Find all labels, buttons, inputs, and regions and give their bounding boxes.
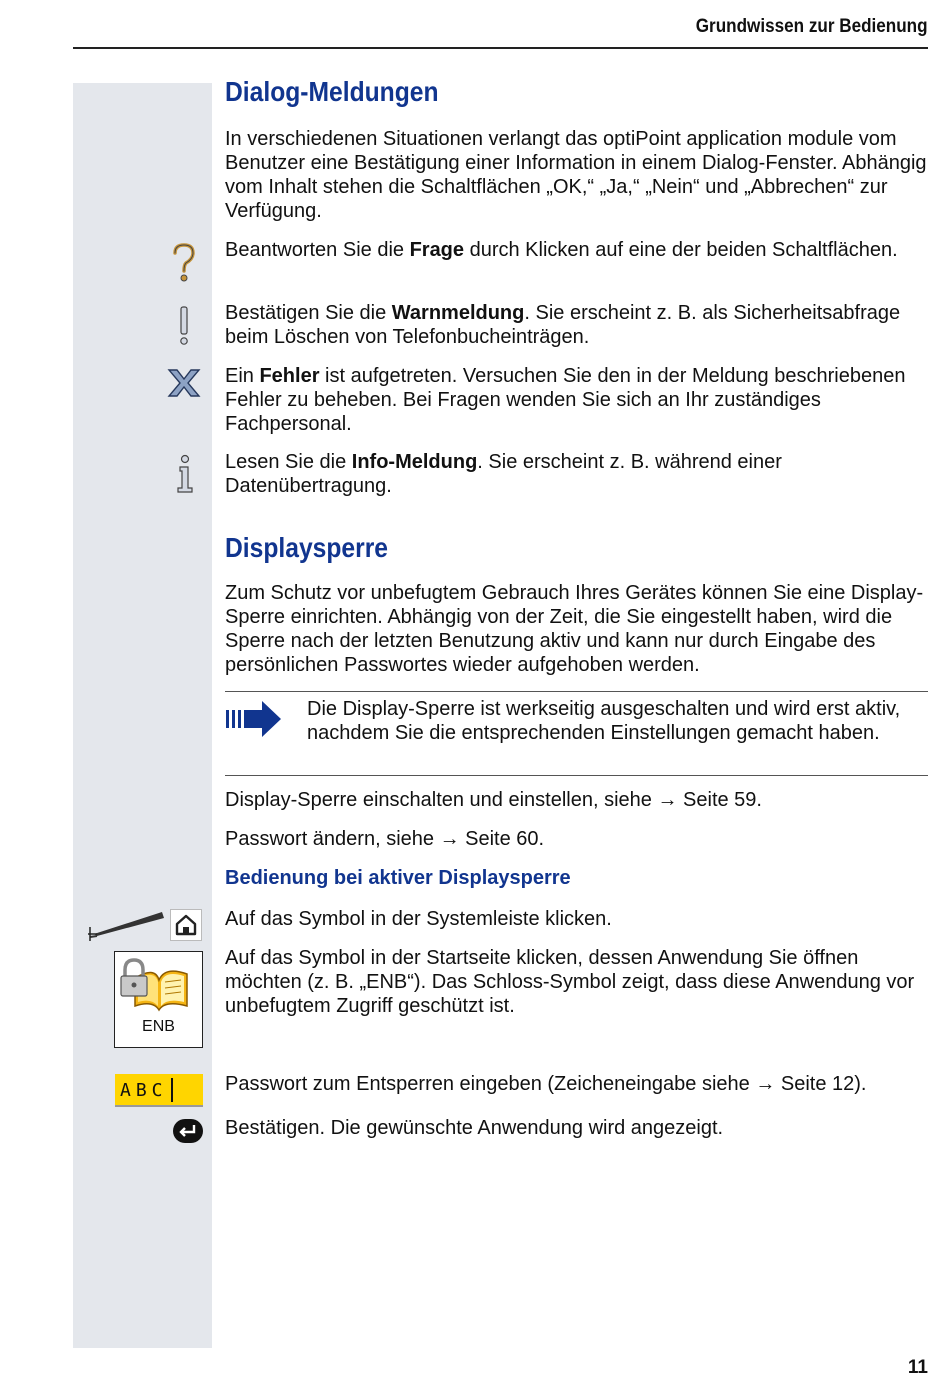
section-title-displaysperre: Displaysperre bbox=[225, 532, 388, 563]
error-x-icon bbox=[167, 368, 201, 403]
header-title: Grundwissen zur Bedienung bbox=[696, 16, 928, 37]
page-link[interactable]: Seite 12). bbox=[775, 1073, 867, 1095]
stylus-icon bbox=[88, 908, 168, 947]
dialog-item-fehler: Ein Fehler ist aufgetreten. Versuchen Sie den in der Meldung beschriebenen Fehler zu beheben. Bei Fragen wenden Sie sich an Ihr zuständiges Fachpersonal. bbox=[225, 365, 906, 435]
section-title-dialog: Dialog-Meldungen bbox=[225, 76, 439, 107]
page-link[interactable]: Seite 60. bbox=[459, 828, 545, 850]
home-icon[interactable] bbox=[170, 909, 202, 941]
note-arrow-icon bbox=[226, 701, 282, 742]
reference-arrow-icon: → bbox=[657, 789, 678, 811]
reference-enable-lock: Display-Sperre einschalten und einstellen, siehe → Seite 59. bbox=[225, 789, 762, 811]
step-enter-password: Passwort zum Entsperren eingeben (Zeicheneingabe siehe → Seite 12). bbox=[225, 1073, 867, 1095]
reference-arrow-icon: → bbox=[439, 828, 460, 850]
page-link[interactable]: Seite 59. bbox=[677, 789, 762, 811]
note-text: Die Display-Sperre ist werkseitig ausgeschalten und wird erst aktiv, nachdem Sie die entsprechenden Einstellungen gemacht haben. bbox=[307, 698, 901, 744]
note-rule-bottom bbox=[225, 775, 928, 776]
step-start-page: Auf das Symbol in der Startseite klicken, dessen Anwendung Sie öffnen möchten (z. B. „ENB“). Das Schloss-Symbol zeigt, dass diese Anwendung vor unbefugtem Zugriff geschützt ist. bbox=[225, 947, 915, 1017]
info-icon bbox=[175, 454, 195, 499]
step-system-bar: Auf das Symbol in der Systemleiste klicken. bbox=[225, 908, 612, 930]
reference-change-password: Passwort ändern, siehe → Seite 60. bbox=[225, 828, 545, 850]
question-icon bbox=[172, 243, 196, 288]
enter-key-icon[interactable] bbox=[172, 1118, 204, 1149]
exclamation-icon bbox=[176, 306, 192, 351]
reference-arrow-icon: → bbox=[755, 1073, 776, 1095]
dialog-item-frage: Beantworten Sie die Frage durch Klicken auf eine der beiden Schaltflächen. bbox=[225, 239, 898, 261]
step-confirm: Bestätigen. Die gewünschte Anwendung wird angezeigt. bbox=[225, 1117, 724, 1139]
dialog-item-warnmeldung: Bestätigen Sie die Warnmeldung. Sie erscheint z. B. als Sicherheitsabfrage beim Löschen von Telefonbucheinträgen. bbox=[225, 302, 901, 348]
abc-text: ABC bbox=[120, 1080, 168, 1101]
lock-intro: Zum Schutz vor unbefugtem Gebrauch Ihres Gerätes können Sie eine Display-Sperre einrichten. Abhängig von der Zeit, die Sie eingestellt haben, wird die Sperre nach der letzten Benutzung aktiv und kann nur durch Eingabe des persönlichen Passwortes wieder aufgehoben werden. bbox=[225, 582, 924, 676]
page-number: 11 bbox=[907, 1357, 928, 1378]
text-cursor bbox=[171, 1078, 173, 1102]
dialog-intro: In verschiedenen Situationen verlangt das optiPoint application module vom Benutzer eine Bestätigung einer Information in einem Dialog-Fenster. Abhängig vom Inhalt stehen die Schaltflächen „OK,“ „Ja,“ „Nein“ und „Abbrechen“ zur Verfügung. bbox=[225, 128, 927, 222]
subsection-title: Bedienung bei aktiver Displaysperre bbox=[225, 867, 571, 889]
enb-label: ENB bbox=[142, 1018, 175, 1035]
dialog-item-info: Lesen Sie die Info-Meldung. Sie erscheint z. B. während einer Datenübertragung. bbox=[225, 451, 782, 497]
header-rule bbox=[73, 47, 928, 49]
enb-app-icon[interactable] bbox=[114, 951, 203, 1048]
password-input-field[interactable] bbox=[115, 1074, 203, 1107]
note-rule-top bbox=[225, 691, 928, 692]
